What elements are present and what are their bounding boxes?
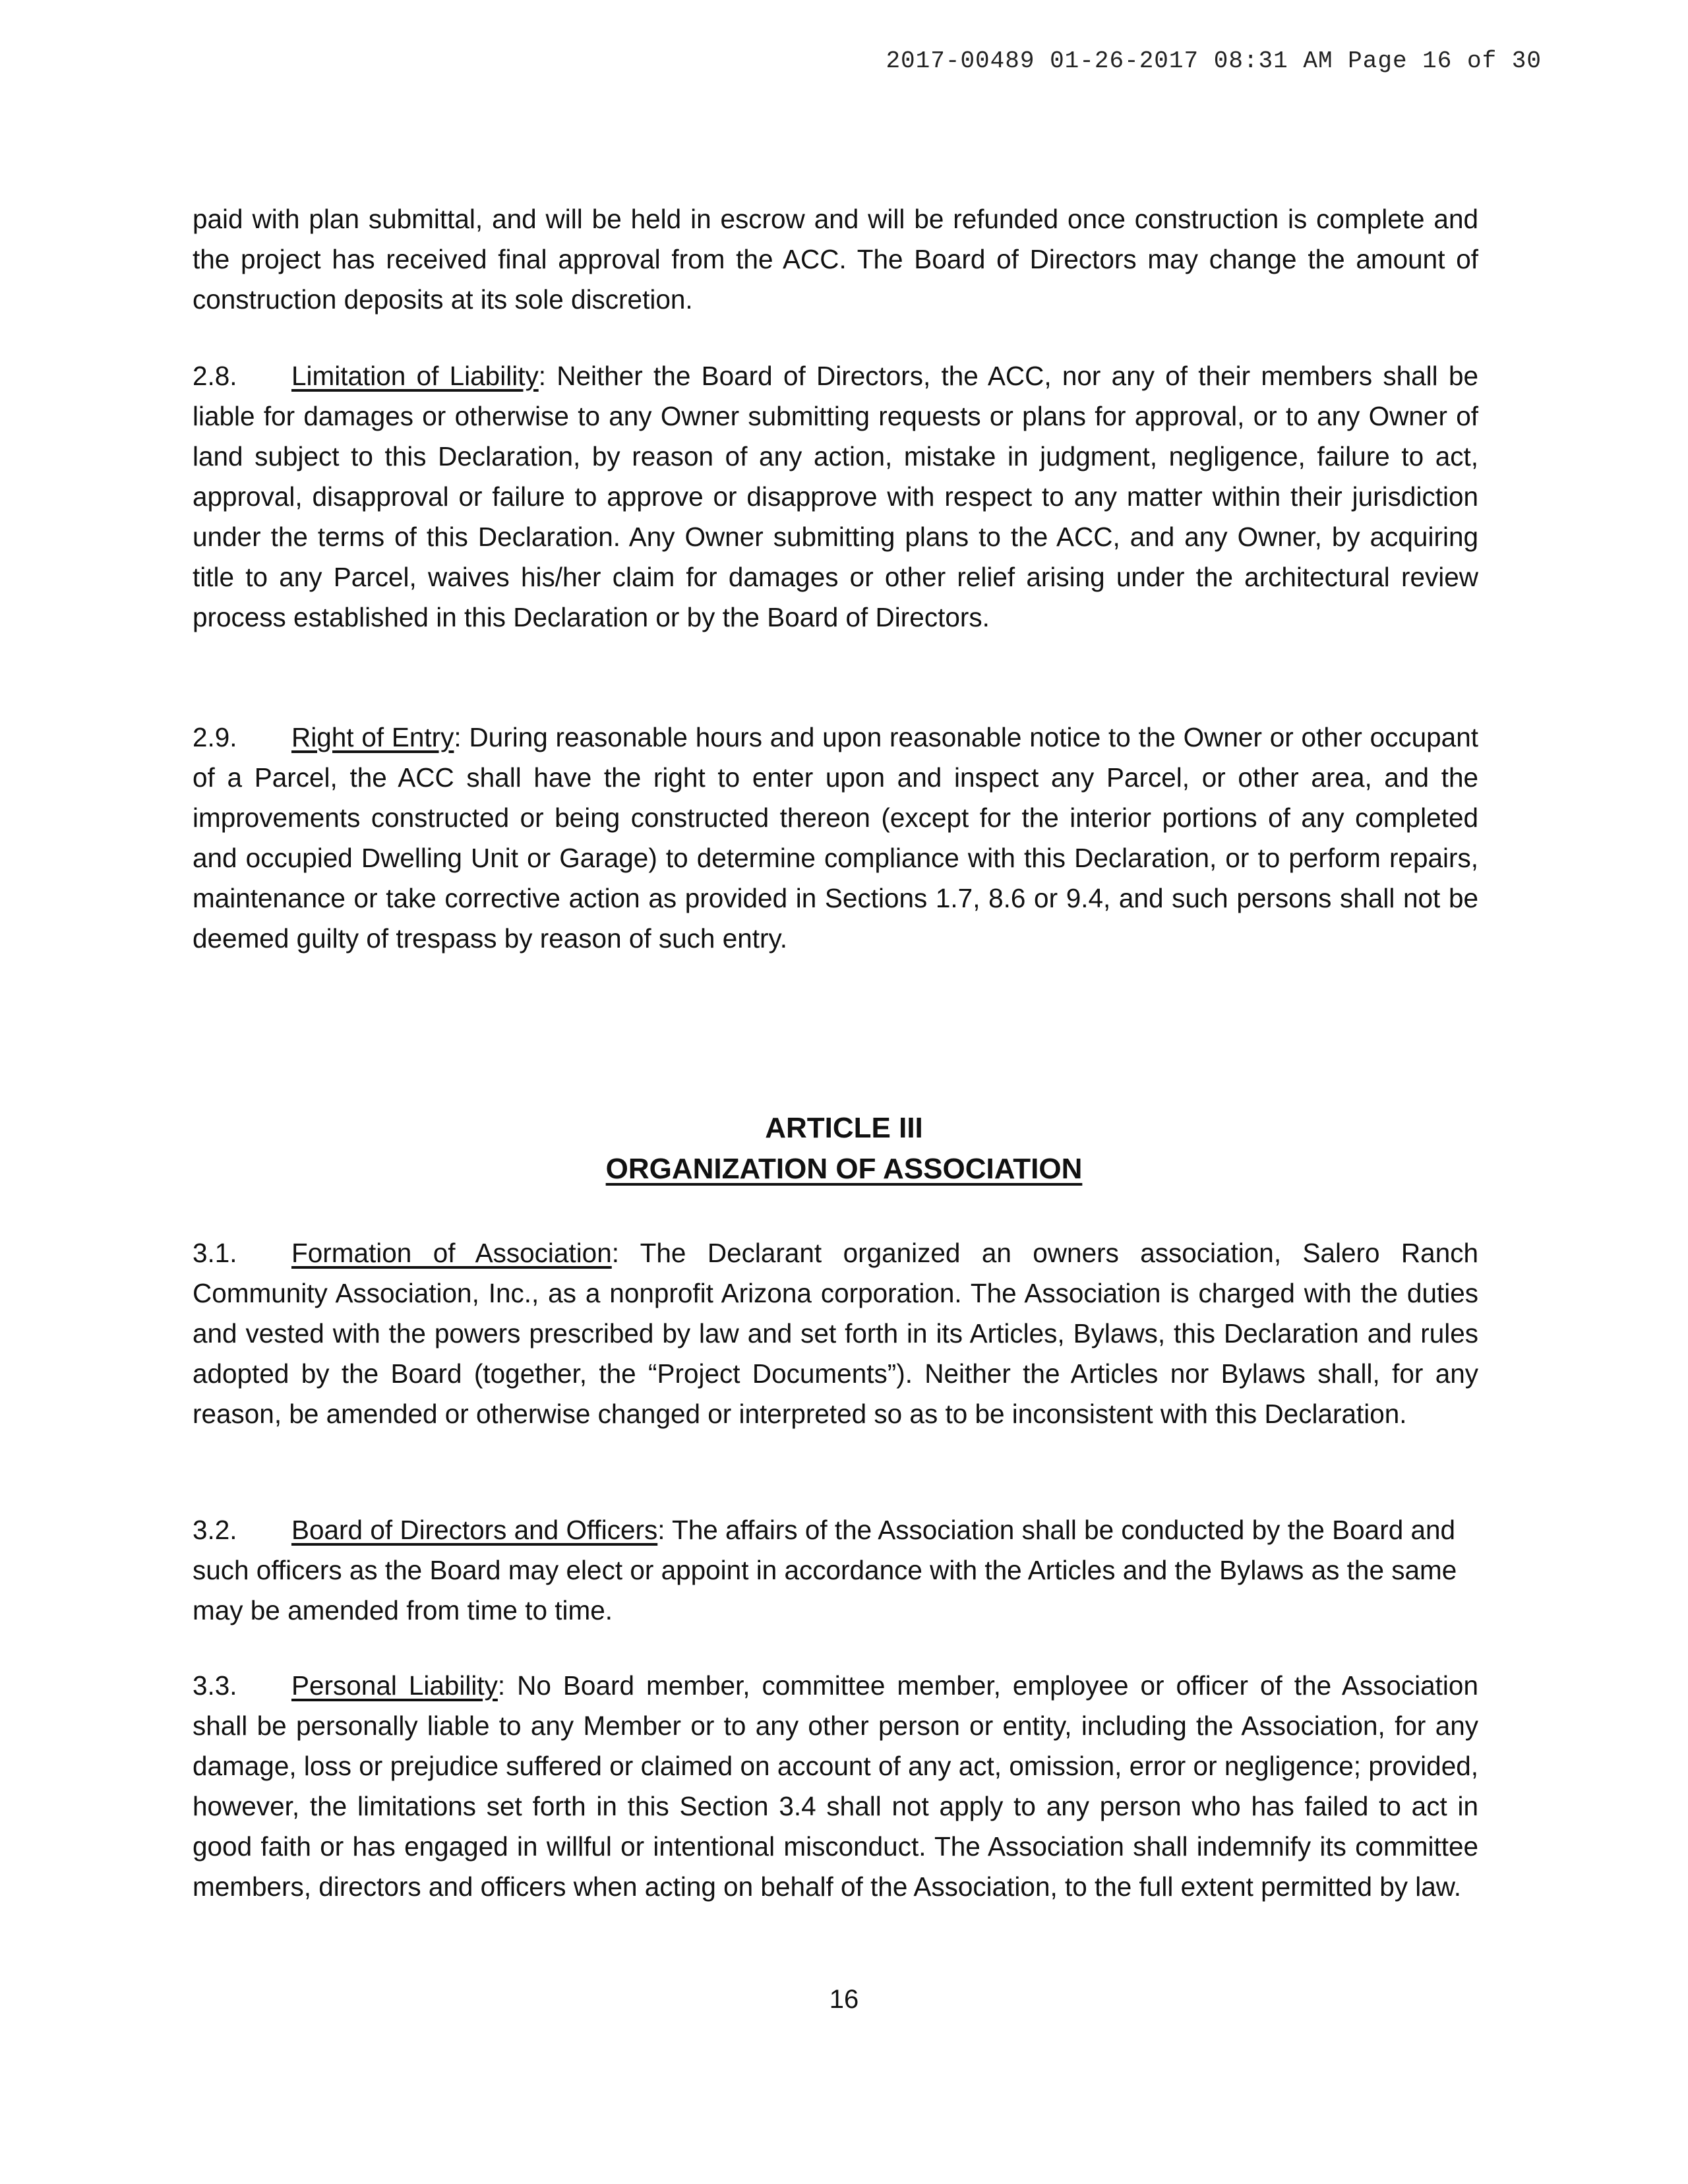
section-number: 3.2.: [193, 1515, 237, 1545]
section-title: Formation of Association: [291, 1238, 612, 1268]
section-number: 3.1.: [193, 1238, 237, 1268]
section-paragraph: 3.3. Personal Liability: No Board member, committee member, employee or officer of the Association shall be personally liable to any Member or to any other person or entity, including the Association, for any damage, loss or prejudice suffered or claimed on account of any act, omission, error or negligence; provided, however, the limitations set forth in this Section 3.4 shall not apply to any person who has failed to act in good faith or has engaged in willful or intentional misconduct. The Association shall indemnify its committee members, directors and officers when acting on behalf of the Association, to the full extent permitted by law.: [193, 1666, 1478, 1907]
article-label: ARTICLE III: [765, 1112, 923, 1144]
section-3-2: [193, 1510, 1478, 1631]
section-title: Limitation of Liability: [291, 361, 539, 391]
section-text: During reasonable hours and upon reasonable notice to the Owner or other occupant of a Parcel, the ACC shall have the right to enter upon and inspect any Parcel, or other area, and the improvements constructed or being constructed thereon (except for the interior portions of any completed and occupied Dwelling Unit or Garage) to determine compliance with this Declaration, or to perform repairs, maintenance or take corrective action as provided in Sections 1.7, 8.6 or 9.4, and such persons shall not be deemed guilty of trespass by reason of such entry.: [193, 722, 1478, 954]
section-paragraph: 2.8. Limitation of Liability: Neither the Board of Directors, the ACC, nor any of their members shall be liable for damages or otherwise to any Owner submitting requests or plans for approval, or to any Owner of land subject to this Declaration, by reason of any action, mistake in judgment, negligence, failure to act, approval, disapproval or failure to approve or disapprove with respect to any matter within their jurisdiction under the terms of this Declaration. Any Owner submitting plans to the ACC, and any Owner, by acquiring title to any Parcel, waives his/her claim for damages or other relief arising under the architectural review process established in this Declaration or by the Board of Directors.: [193, 356, 1478, 638]
continuation-block: [193, 199, 1478, 320]
section-paragraph: 2.9. Right of Entry: During reasonable hours and upon reasonable notice to the Owner or other occupant of a Parcel, the ACC shall have the right to enter upon and inspect any Parcel, or other area, and the improvements constructed or being constructed thereon (except for the interior portions of any completed and occupied Dwelling Unit or Garage) to determine compliance with this Declaration, or to perform repairs, maintenance or take corrective action as provided in Sections 1.7, 8.6 or 9.4, and such persons shall not be deemed guilty of trespass by reason of such entry.: [193, 717, 1478, 959]
section-2-9: [193, 717, 1478, 959]
section-paragraph: 3.2. Board of Directors and Officers: The affairs of the Association shall be conducted by the Board and such officers as the Board may elect or appoint in accordance with the Articles and the Bylaws as the same may be amended from time to time.: [193, 1510, 1478, 1631]
section-title: Board of Directors and Officers: [291, 1515, 658, 1545]
section-title: Personal Liability: [291, 1670, 498, 1701]
page-number: 16: [829, 1985, 859, 2014]
section-title: Right of Entry: [291, 722, 454, 752]
section-number: 3.3.: [193, 1670, 237, 1701]
section-paragraph: 3.1. Formation of Association: The Declarant organized an owners association, Salero Ranch Community Association, Inc., as a nonprofit Arizona corporation. The Association is charged with the duties and vested with the powers prescribed by law and set forth in its Articles, Bylaws, this Declaration and rules adopted by the Board (together, the “Project Documents”). Neither the Articles nor Bylaws shall, for any reason, be amended or otherwise changed or interpreted so as to be inconsistent with this Declaration.: [193, 1233, 1478, 1434]
section-number: 2.8.: [193, 361, 237, 391]
section-text: Neither the Board of Directors, the ACC, nor any of their members shall be liable for damages or otherwise to any Owner submitting requests or plans for approval, or to any Owner of land subject to this Declaration, by reason of any action, mistake in judgment, negligence, failure to act, approval, disapproval or failure to approve or disapprove with respect to any matter within their jurisdiction under the terms of this Declaration. Any Owner submitting plans to the ACC, and any Owner, by acquiring title to any Parcel, waives his/her claim for damages or other relief arising under the architectural review process established in this Declaration or by the Board of Directors.: [193, 361, 1478, 632]
section-text: The affairs of the Association shall be conducted by the Board and such officers as the Board may elect or appoint in accordance with the Articles and the Bylaws as the same may be amended from time to time.: [193, 1515, 1457, 1625]
section-text: The Declarant organized an owners association, Salero Ranch Community Association, Inc., as a nonprofit Arizona corporation. The Association is charged with the duties and vested with the powers prescribed by law and set forth in its Articles, Bylaws, this Declaration and rules adopted by the Board (together, the “Project Documents”). Neither the Articles nor Bylaws shall, for any reason, be amended or otherwise changed or interpreted so as to be inconsistent with this Declaration.: [193, 1238, 1479, 1429]
section-2-8: [193, 356, 1478, 638]
continuation-paragraph: paid with plan submittal, and will be held in escrow and will be refunded once construction is complete and the project has received final approval from the ACC. The Board of Directors may change the amount of construction deposits at its sole discretion.: [193, 204, 1478, 315]
section-text: No Board member, committee member, employee or officer of the Association shall be personally liable to any Member or to any other person or entity, including the Association, for any damage, loss or prejudice suffered or claimed on account of any act, omission, error or negligence; provided, however, the limitations set forth in this Section 3.4 shall not apply to any person who has failed to act in good faith or has engaged in willful or intentional misconduct. The Association shall indemnify its committee members, directors and officers when acting on behalf of the Association, to the full extent permitted by law.: [193, 1670, 1478, 1902]
article-heading: [0, 1108, 1688, 1190]
article-title: ORGANIZATION OF ASSOCIATION: [605, 1153, 1083, 1185]
section-3-3: [193, 1666, 1478, 1907]
recording-stamp: 2017-00489 01-26-2017 08:31 AM Page 16 of 30: [886, 47, 1542, 75]
section-3-1: [193, 1233, 1478, 1434]
section-number: 2.9.: [193, 722, 237, 752]
